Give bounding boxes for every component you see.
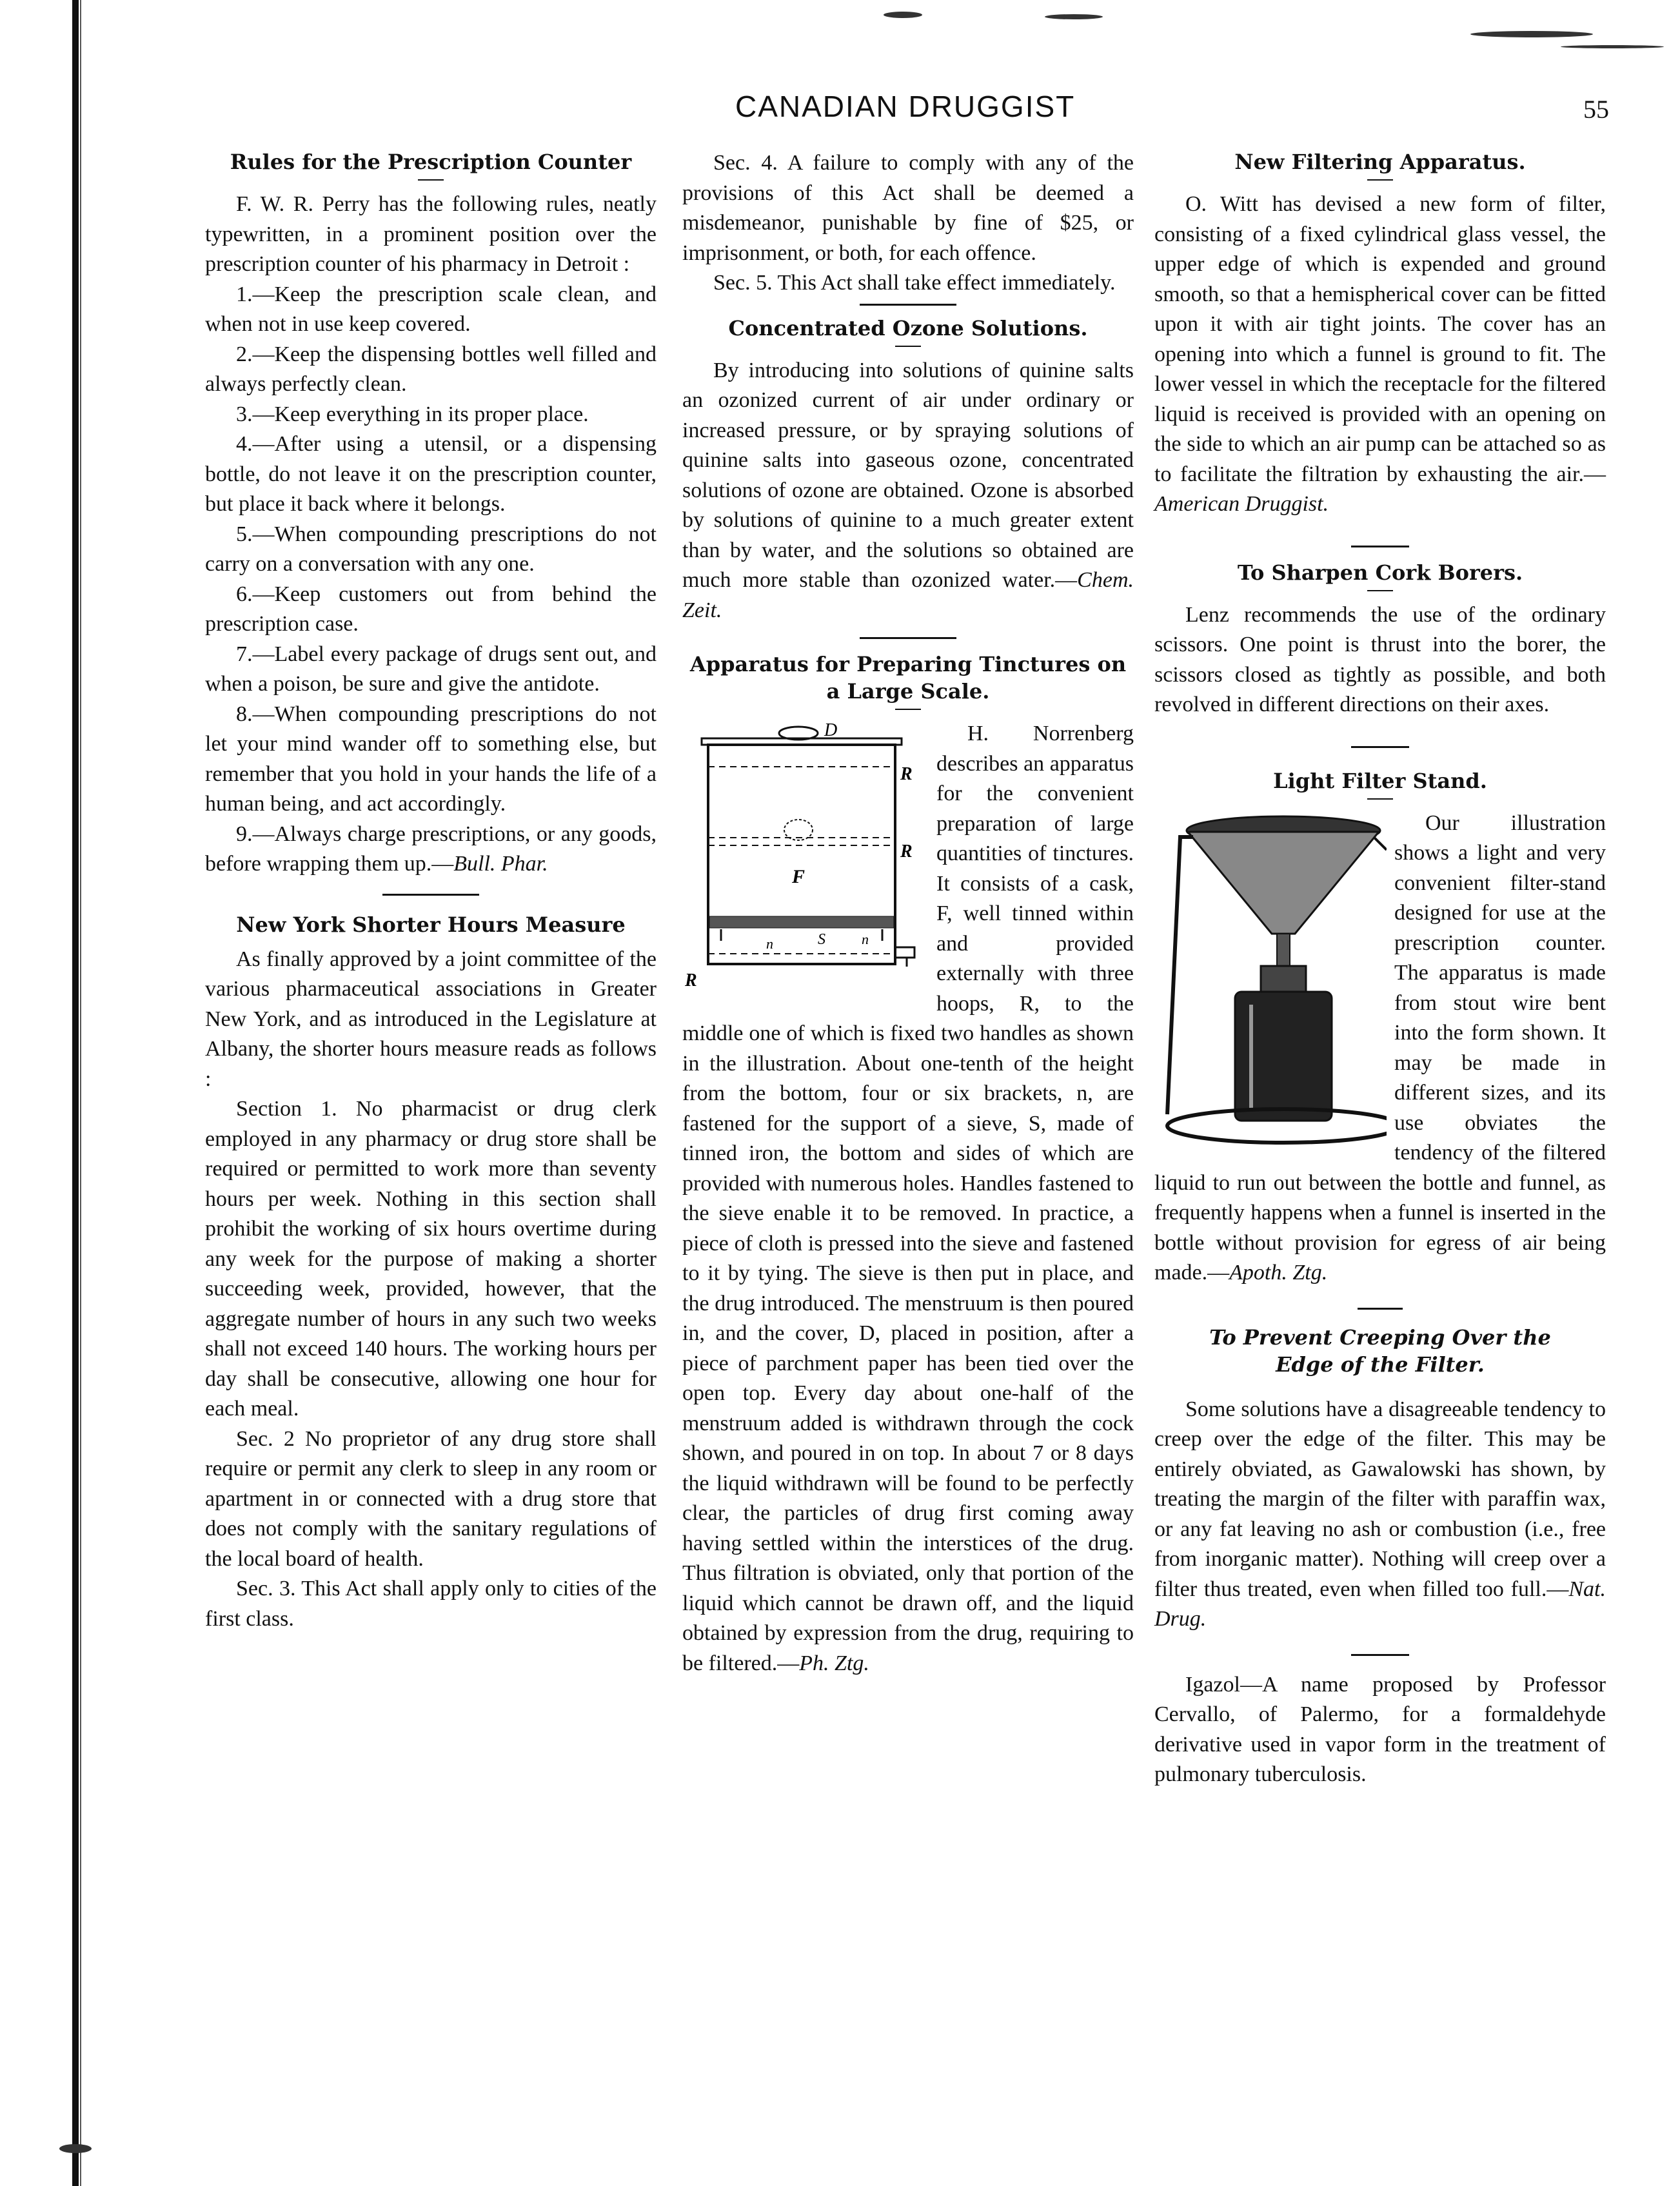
journal-title: CANADIAN DRUGGIST xyxy=(735,90,1076,123)
paragraph-filter-stand xyxy=(1154,809,1606,1288)
heading-dash xyxy=(418,179,444,181)
fig-label-s: S xyxy=(818,931,825,948)
print-speck xyxy=(1045,14,1103,19)
source-ph-ztg: Ph. Ztg. xyxy=(799,1651,869,1675)
paragraph-creeping-filter xyxy=(1154,1395,1606,1635)
rule-item-8: 8.—When compounding prescriptions do not let your mind wander off to something else, but remember that you hold in your hands the life of a human being, and act accordingly. xyxy=(205,702,657,816)
fig-label-d: D xyxy=(824,722,838,740)
fig-label-r-top: R xyxy=(900,764,913,784)
paragraph-section-1: Section 1. No pharmacist or drug clerk employed in any pharmacy or drug store shall be required or permitted to work more than seventy hours per week. Nothing in this section shall prohibit the working of six hours overtime during any week for the purpose of making a shorter succeeding week, provided, however, that the aggregate number of hours in any such two weeks shall not exceed 140 hours. The working hours per day shall be consecutive, allowing one hour for each meal. xyxy=(205,1097,657,1421)
paragraph-ozone-text: By introducing into solutions of quinine salts an ozonized current of air under ordinary or increased pressure, or by spraying solutions of quinine salts into gaseous ozone, concentrated solutions of ozone are obtained. Ozone is absorbed by solutions of quinine to a much greater extent than by water, and the solutions so obtained are much more stable than ozonized water.— xyxy=(682,358,1134,592)
section-divider xyxy=(1358,1308,1403,1310)
heading-dash xyxy=(1367,798,1393,800)
fig-cock xyxy=(895,947,914,958)
fig-bottle-neck xyxy=(1261,966,1306,992)
rule-item-2: 2.—Keep the dispensing bottles well filled and always perfectly clean. xyxy=(205,342,657,396)
fig-wire-frame-right xyxy=(1374,837,1387,850)
source-apoth-ztg: Apoth. Ztg. xyxy=(1229,1261,1328,1285)
paragraph-shorter-hours-intro: As finally approved by a joint committee of the various pharmaceutical associations in Greater New York, and as introduced in the Legislature at Albany, the shorter hours measure reads as follows : xyxy=(205,947,657,1091)
print-speck xyxy=(1470,31,1593,37)
section-divider xyxy=(1351,1654,1409,1656)
paragraph-section-2: Sec. 2 No proprietor of any drug store shall require or permit any clerk to sleep in any room or apartment in or connected with a drug store that does not comply with the sanitary regulations of the local board of health. xyxy=(205,1426,657,1571)
binding-edge-rule xyxy=(72,0,79,2186)
paragraph-norrenberg-apparatus xyxy=(682,719,1134,1679)
source-american-druggist: American Druggist. xyxy=(1154,492,1329,516)
fig-label-r-middle: R xyxy=(900,842,913,862)
column-left xyxy=(205,148,657,1634)
heading-dash xyxy=(895,709,921,710)
running-head xyxy=(0,89,1680,134)
heading-dash xyxy=(1367,179,1393,181)
fig-label-n-left: n xyxy=(766,936,773,952)
heading-dash xyxy=(895,346,921,347)
paragraph-filter-stand-text: Our illustration shows a light and very convenient filter-stand designed for use at the prescription counter. The apparatus is made from stout wire bent into the form shown. It may be made in different sizes, and its use obviates the tendency of the filtered liquid to run out between the bottle and funnel, as frequently happens when a funnel is inserted in the bottle without provision for egress of air being made.— xyxy=(1154,811,1606,1285)
rule-item-9-text: 9.—Always charge prescriptions, or any goods, before wrapping them up.— xyxy=(205,822,657,876)
page-number: 55 xyxy=(1583,95,1609,124)
rule-item-9 xyxy=(205,820,657,880)
paragraph-perry-intro: F. W. R. Perry has the following rules, neatly typewritten, in a prominent position over the prescription counter of his pharmacy in Detroit : xyxy=(205,192,657,276)
section-divider xyxy=(860,637,956,639)
section-divider xyxy=(860,304,956,306)
section-divider xyxy=(1351,546,1409,547)
source-nat-drug: Nat. Drug. xyxy=(1154,1577,1606,1631)
paragraph-norrenberg-text: H. Norrenberg describes an apparatus for the convenient preparation of large quantities of tinctures. It consists of a cask, F, well tinned within and provided externally with three hoops, R, to the middle one of which is fixed two handles as shown in the illustration. About one-tenth of the height from the bottom, four or six brackets, n, are fastened for the support of a sieve, S, made of tinned iron, the bottom and sides of which are provided with numerous holes. Handles fastened to the sieve enable it to be removed. In practice, a piece of cloth is pressed into the sieve and fastened to it by tying. The sieve is then put in place, and the drug introduced. The menstruum is then poured in, and the cover, D, placed in position, after a piece of parchment paper has been tied over the open top. Every day about one-half of the menstruum added is withdrawn through the cock shown, and poured in on top. In about 7 or 8 days the liquid withdrawn will be found to be perfectly clear, the particles of drug first coming away having settled within the interstices of the drug. Thus filtration is obviated, only that portion of the liquid which cannot be drawn off, and the liquid obtained by expression from the drug, requiring to be filtered.— xyxy=(682,722,1134,1675)
print-speck xyxy=(1561,45,1664,48)
binding-edge-rule-thin xyxy=(80,0,81,2186)
fig-label-f: F xyxy=(792,866,805,887)
print-speck xyxy=(59,2144,92,2153)
paragraph-section-3: Sec. 3. This Act shall apply only to cities of the first class. xyxy=(205,1577,657,1631)
paragraph-creeping-text: Some solutions have a disagreeable tendency to creep over the edge of the filter. This may be entirely obviated, as Gawalowski has shown, by treating the margin of the filter with paraffin wax, or any fat leaving no ash or combustion (i.e., free from inorganic matter). Nothing will creep over a filter thus treated, even when filled too full.— xyxy=(1154,1397,1606,1601)
fig-wire-frame xyxy=(1167,837,1193,1114)
heading-concentrated-ozone: Concentrated Ozone Solutions. xyxy=(728,315,1088,340)
source-chem-zeit: Chem. Zeit. xyxy=(682,568,1134,622)
figure-tincture-cask xyxy=(682,722,927,992)
paragraph-section-4: Sec. 4. A failure to comply with any of the provisions of this Act shall be deemed a misdemeanor, punishable by fine of $25, or imprisonment, or both, for each offence. xyxy=(682,151,1134,265)
heading-light-filter-stand: Light Filter Stand. xyxy=(1273,768,1487,793)
fig-label-r-bottom: R xyxy=(685,970,697,990)
fig-funnel-cone xyxy=(1188,832,1379,934)
paragraph-igazol: Igazol—A name proposed by Professor Cervallo, of Palermo, for a formaldehyde derivative used in vapor form in the treatment of pulmonary tuberculosis. xyxy=(1154,1672,1606,1786)
heading-rules-prescription-counter: Rules for the Prescription Counter xyxy=(230,150,632,174)
column-right xyxy=(1154,148,1606,1790)
rule-item-7: 7.—Label every package of drugs sent out, and when a poison, be sure and give the antidote. xyxy=(205,642,657,696)
figure-filter-stand xyxy=(1154,811,1387,1147)
spacer xyxy=(1154,1378,1606,1395)
paragraph-section-5: Sec. 5. This Act shall take effect immediately. xyxy=(713,271,1116,295)
paragraph-witt-filter xyxy=(1154,190,1606,520)
rule-item-1: 1.—Keep the prescription scale clean, and when not in use keep covered. xyxy=(205,282,657,336)
source-bull-phar: Bull. Phar. xyxy=(453,852,548,876)
heading-prevent-creeping: To Prevent Creeping Over the Edge of the Filter. xyxy=(1209,1324,1551,1377)
print-speck xyxy=(884,12,922,18)
paragraph-ozone xyxy=(682,356,1134,626)
fig-sieve-s xyxy=(709,916,894,928)
rule-item-5: 5.—When compounding prescriptions do not carry on a conversation with any one. xyxy=(205,522,657,576)
rule-item-3: 3.—Keep everything in its proper place. xyxy=(236,402,589,426)
rule-item-6: 6.—Keep customers out from behind the prescription case. xyxy=(205,582,657,636)
fig-label-n-right: n xyxy=(862,931,869,947)
heading-sharpen-cork-borers: To Sharpen Cork Borers. xyxy=(1237,560,1523,585)
heading-dash xyxy=(1367,590,1393,591)
heading-apparatus-tinctures: Apparatus for Preparing Tinctures on a Large Scale. xyxy=(689,652,1127,704)
heading-new-york-shorter-hours: New York Shorter Hours Measure xyxy=(236,912,626,937)
paragraph-witt-text: O. Witt has devised a new form of filter, consisting of a fixed cylindrical glass vessel, the upper edge of which is expended and ground smooth, so that a hemispherical cover can be fitted upon it with air tight joints. The cover has an opening into which a funnel is ground to fit. The lower vessel in which the receptacle for the filtered liquid is received is provided with an opening on the side to which an air pump can be attached so as to facilitate the filtration by exhausting the air.— xyxy=(1154,192,1606,486)
section-divider xyxy=(1351,746,1409,748)
section-divider xyxy=(382,894,479,896)
column-middle xyxy=(682,148,1134,1679)
heading-new-filtering-apparatus: New Filtering Apparatus. xyxy=(1234,150,1526,174)
paragraph-cork-borers: Lenz recommends the use of the ordinary scissors. One point is thrust into the borer, the scissors closed as tightly as possible, and both revolved in different directions on their axes. xyxy=(1154,602,1606,716)
rule-item-4: 4.—After using a utensil, or a dispensing bottle, do not leave it on the prescription counter, but place it back where it belongs. xyxy=(205,432,657,516)
